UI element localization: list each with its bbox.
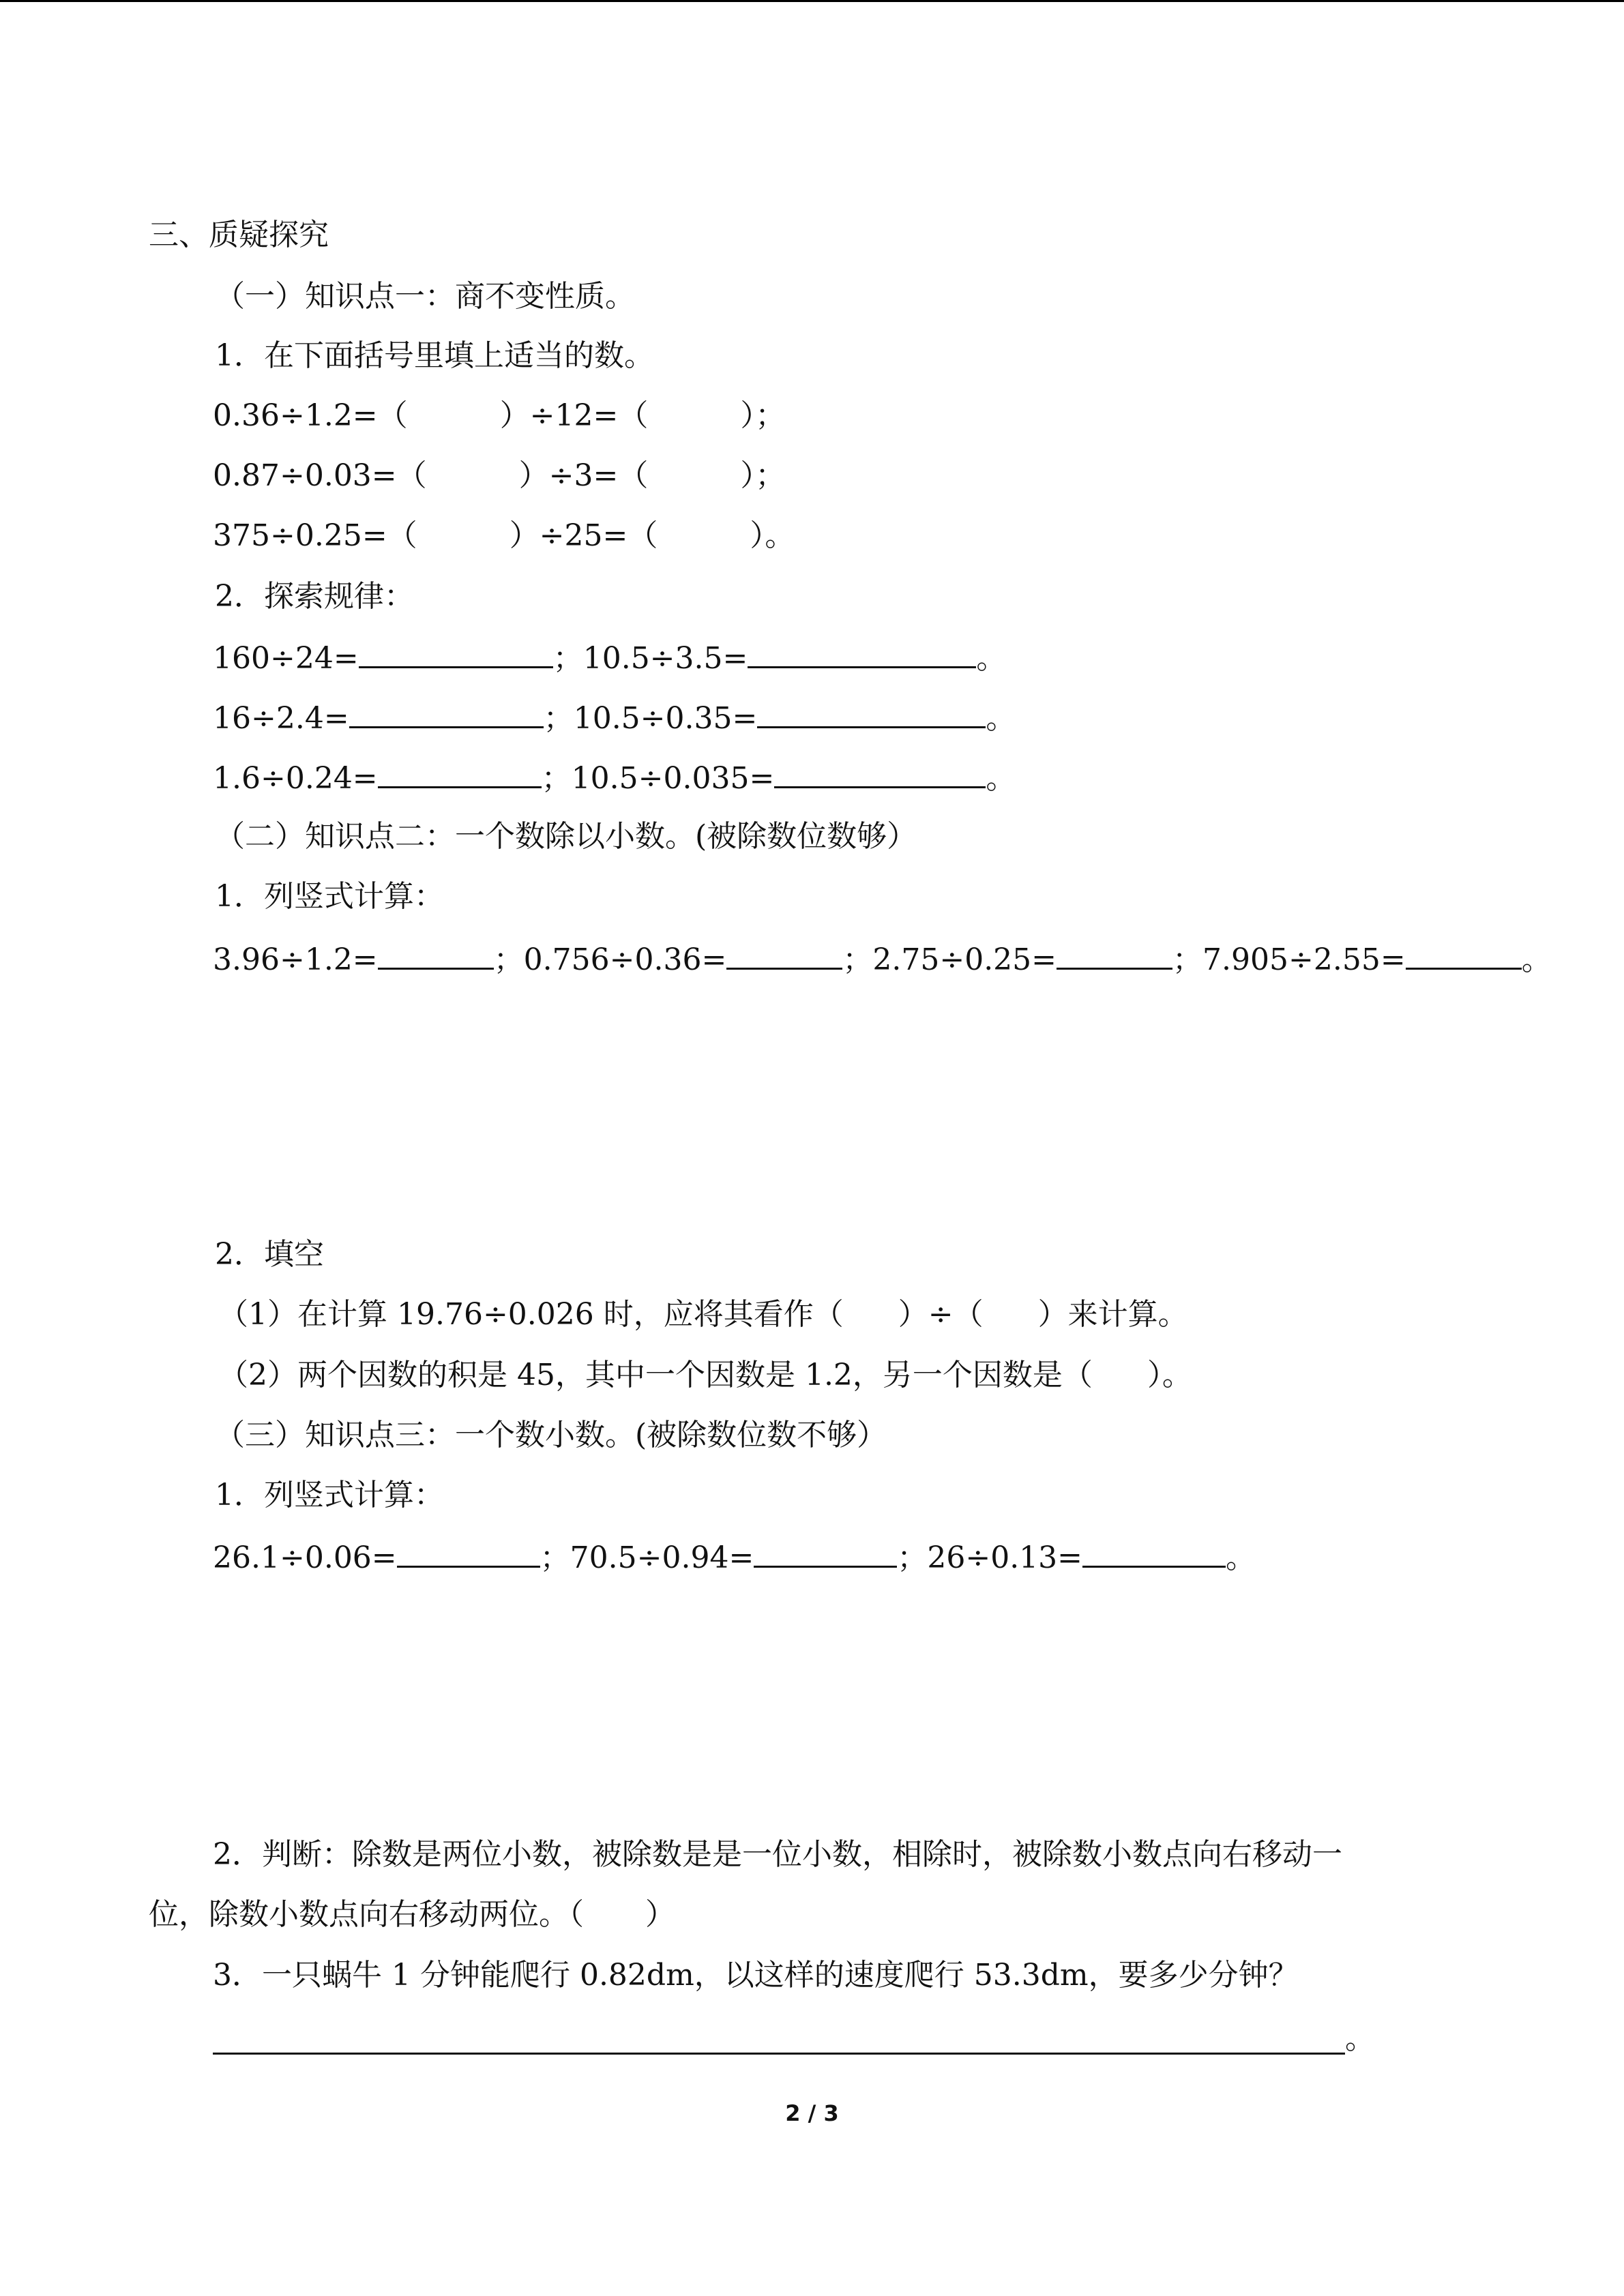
top-border <box>0 0 1624 2</box>
section-title: 三、质疑探究 <box>149 218 329 252</box>
part1-heading: （一）知识点一：商不变性质。 <box>215 279 635 314</box>
part1-q2-prompt: 2．探索规律： <box>215 579 414 614</box>
part2-calc-row: 3.96÷1.2= ；0.756÷0.36= ；2.75÷0.25= ；7.905÷2.55= 。 <box>213 938 1552 981</box>
answer-line-end: 。 <box>1345 2021 1375 2056</box>
fill-line-2: （2）两个因数的积是 45，其中一个因数是 1.2，另一个因数是（ ）。 <box>218 1358 1192 1392</box>
q1-row-1: 0.36÷1.2=（ ）÷12=（ ）； <box>213 398 786 433</box>
pattern-row-3: 1.6÷0.24= ；10.5÷0.035= 。 <box>213 756 1016 799</box>
q1-row-3: 375÷0.25=（ ）÷25=（ ）。 <box>213 518 795 553</box>
part3-calc-row: 26.1÷0.06= ；70.5÷0.94= ；26÷0.13= 。 <box>213 1536 1256 1579</box>
fill-line-1: （1）在计算 19.76÷0.026 时，应将其看作（ ）÷（ ）来计算。 <box>218 1297 1188 1332</box>
answer-blank[interactable] <box>397 1536 540 1568</box>
answer-blank[interactable] <box>378 756 542 788</box>
part1-q1-prompt: 1．在下面括号里填上适当的数。 <box>215 338 654 373</box>
page-number: 2 / 3 <box>785 2100 839 2126</box>
part2-q1-prompt: 1．列竖式计算： <box>215 879 444 914</box>
answer-blank[interactable] <box>378 938 494 970</box>
pattern-row-2: 16÷2.4= ；10.5÷0.35= 。 <box>213 696 1016 739</box>
part2-heading: （二）知识点二：一个数除以小数。(被除数位数够） <box>215 819 917 854</box>
answer-blank[interactable] <box>359 636 553 668</box>
answer-blank[interactable] <box>726 938 842 970</box>
answer-blank[interactable] <box>1406 938 1522 970</box>
judge-line-2: 位，除数小数点向右移动两位。（ ） <box>149 1897 675 1932</box>
judge-line-1: 2．判断：除数是两位小数，被除数是是一位小数，相除时，被除数小数点向右移动一 <box>213 1837 1342 1872</box>
q1-row-2: 0.87÷0.03=（ ）÷3=（ ）； <box>213 458 786 493</box>
answer-blank[interactable] <box>748 636 976 668</box>
answer-blank[interactable] <box>774 756 986 788</box>
answer-blank[interactable] <box>349 696 544 728</box>
snail-question: 3．一只蜗牛 1 分钟能爬行 0.82dm，以这样的速度爬行 53.3dm，要多少分钟？ <box>213 1958 1299 1993</box>
answer-blank[interactable] <box>1082 1536 1226 1568</box>
part2-q2-prompt: 2．填空 <box>215 1237 324 1272</box>
part3-q1-prompt: 1．列竖式计算： <box>215 1478 444 1512</box>
answer-line[interactable] <box>213 2017 1345 2055</box>
answer-blank[interactable] <box>757 696 986 728</box>
part3-heading: （三）知识点三：一个数小数。(被除数位数不够） <box>215 1418 887 1452</box>
answer-blank[interactable] <box>754 1536 897 1568</box>
pattern-row-1: 160÷24= ；10.5÷3.5= 。 <box>213 636 1006 679</box>
answer-blank[interactable] <box>1057 938 1172 970</box>
